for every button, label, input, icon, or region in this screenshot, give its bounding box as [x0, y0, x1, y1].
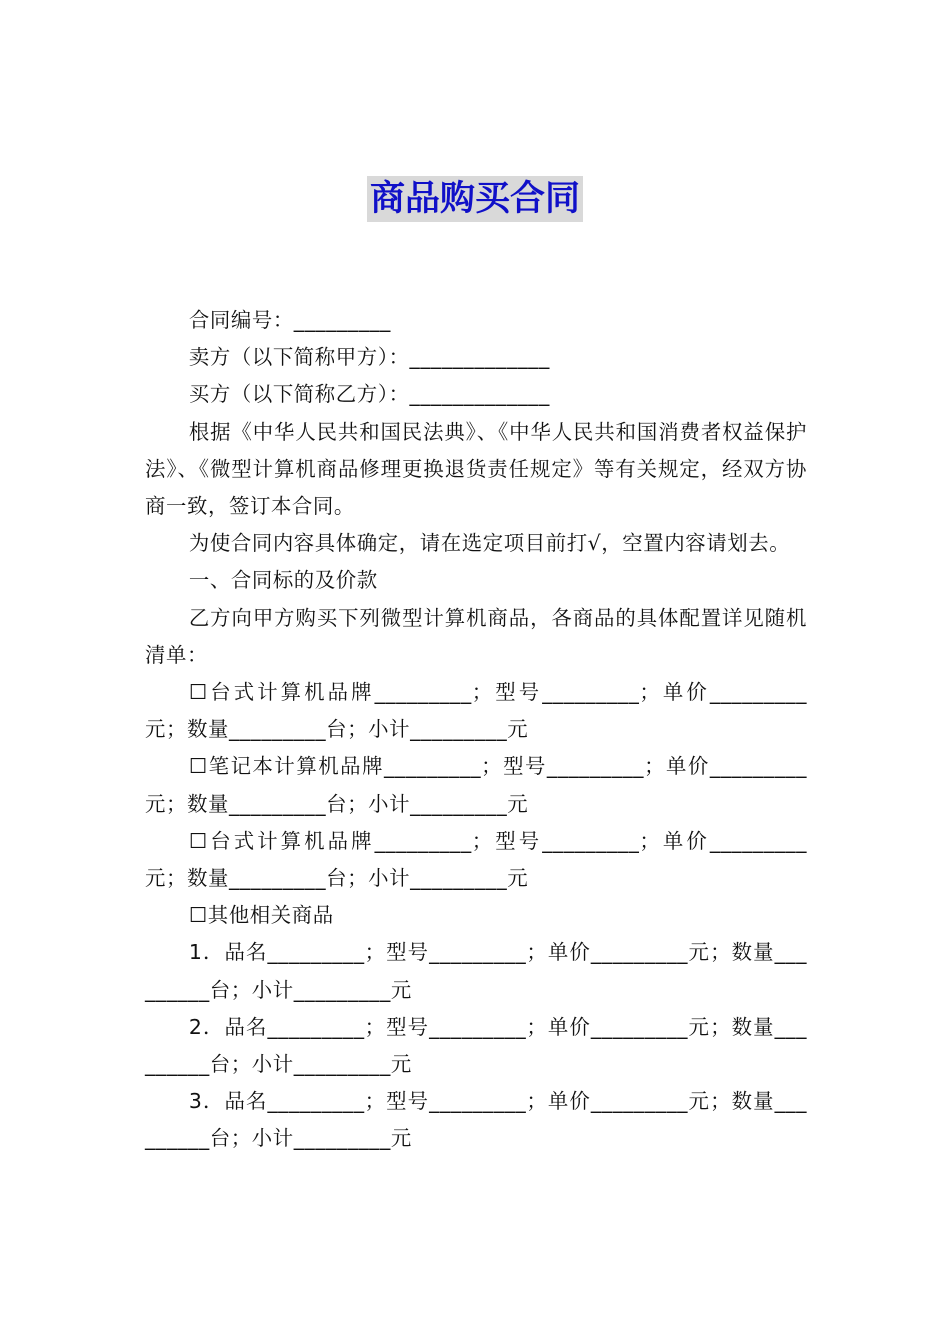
other-products-item: ☐其他相关商品 — [188, 903, 334, 928]
buyer-line: 买方（以下简称乙方）：_____________ — [188, 382, 550, 407]
desktop-computer-item: ☐台式计算机品牌_________；型号_________；单价_________元；数量_________台；小计_________元 — [145, 680, 807, 742]
purchase-intro-paragraph: 乙方向甲方购买下列微型计算机商品，各商品的具体配置详见随机清单： — [145, 605, 807, 667]
other-product-line-1: 1．品名_________；型号_________；单价_________元；数量_________台；小计_________元 — [145, 940, 807, 1002]
document-body — [145, 302, 807, 1158]
legal-basis-paragraph: 根据《中华人民共和国民法典》、《中华人民共和国消费者权益保护法》、《微型计算机商品修理更换退货责任规定》等有关规定，经双方协商一致，签订本合同。 — [145, 419, 807, 519]
other-product-line-3: 3．品名_________；型号_________；单价_________元；数量_________台；小计_________元 — [145, 1089, 807, 1151]
document-title: 商品购买合同 — [367, 176, 583, 222]
desktop-computer-item-2: ☐台式计算机品牌_________；型号_________；单价_________元；数量_________台；小计_________元 — [145, 828, 807, 891]
instruction-paragraph: 为使合同内容具体确定，请在选定项目前打√，空置内容请划去。 — [188, 531, 791, 556]
contract-number-line: 合同编号：_________ — [188, 308, 391, 332]
title-container — [0, 176, 950, 222]
seller-line: 卖方（以下简称甲方）：_____________ — [188, 345, 550, 370]
laptop-computer-item: ☐笔记本计算机品牌_________；型号_________；单价_________元；数量_________台；小计_________元 — [145, 754, 807, 816]
section-heading: 一、合同标的及价款 — [188, 568, 378, 593]
other-product-line-2: 2．品名_________；型号_________；单价_________元；数量_________台；小计_________元 — [145, 1014, 807, 1077]
